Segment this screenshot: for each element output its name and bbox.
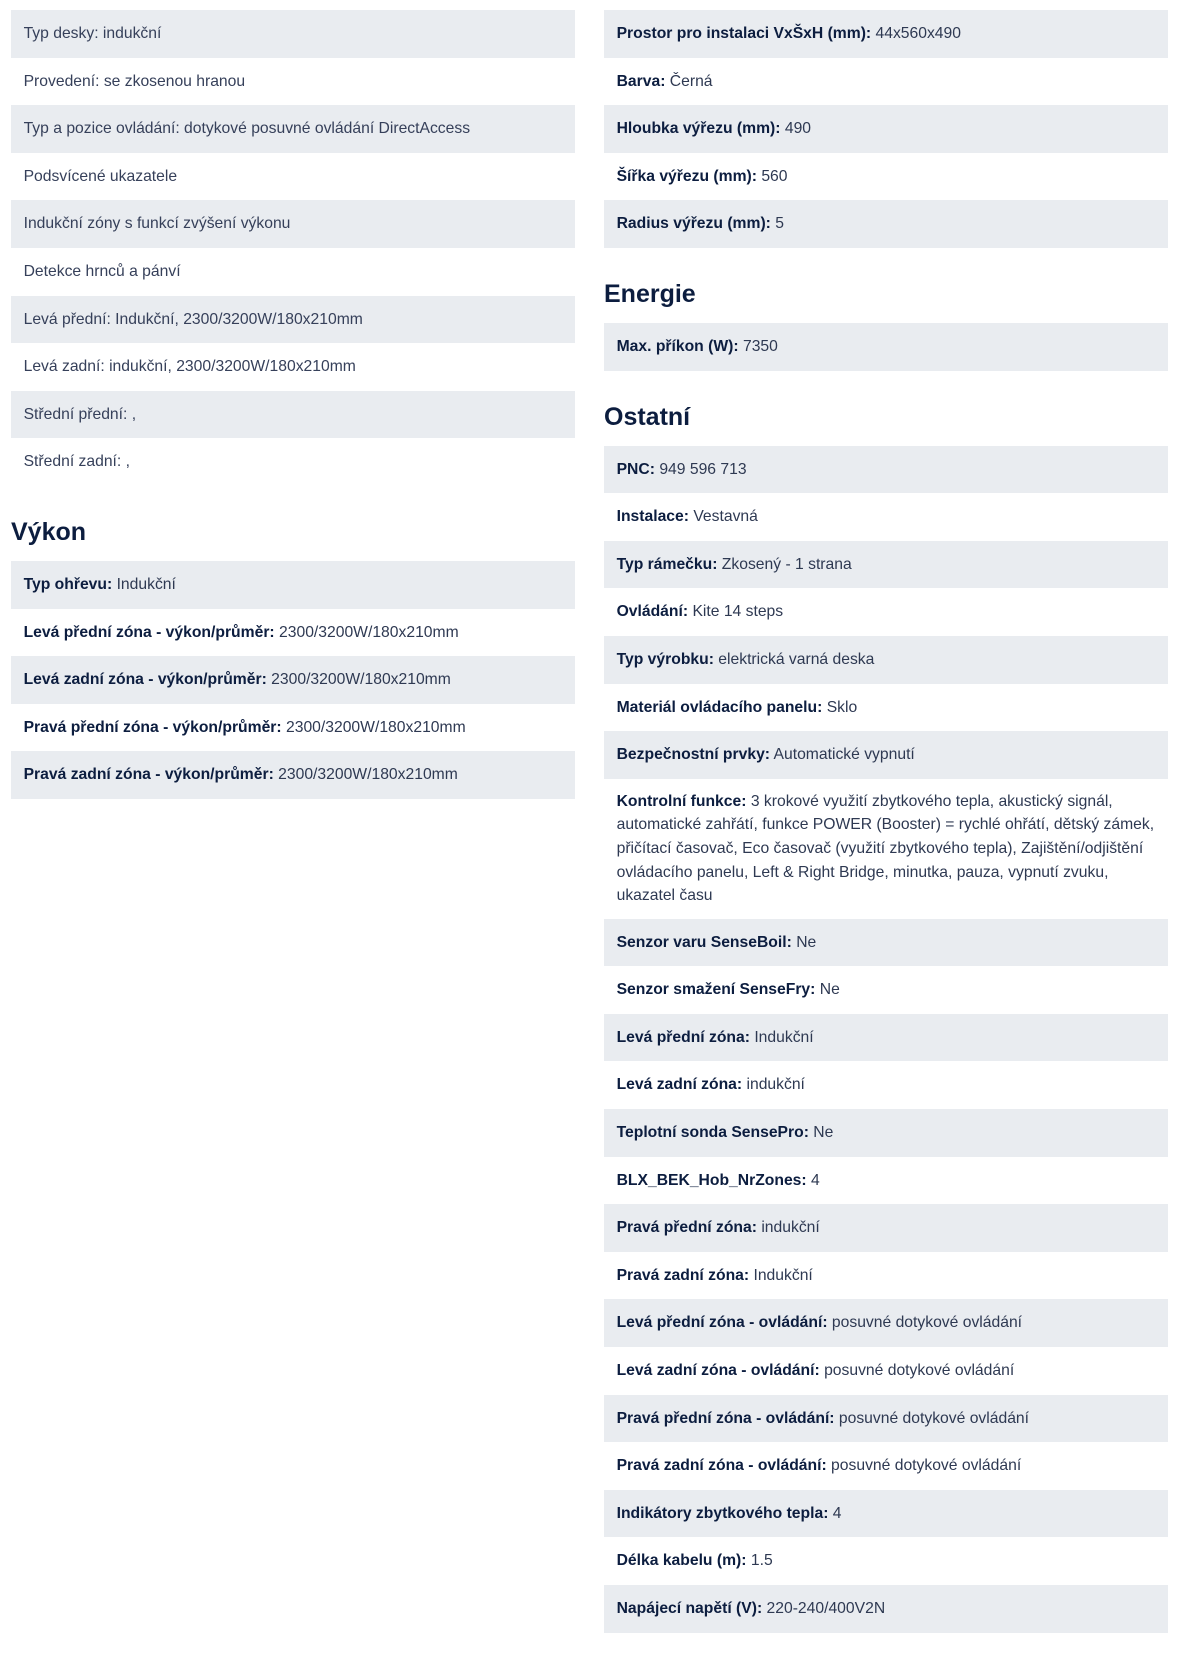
spec-value: Ne (813, 1124, 834, 1142)
spec-content (617, 165, 1156, 189)
spec-content (24, 260, 563, 284)
spec-label: Ovládání: (616, 603, 689, 621)
spec-label: Pravá přední zóna - výkon/průměr: (23, 718, 282, 736)
spec-text: Podsvícené ukazatele (23, 167, 178, 185)
spec-label: Prostor pro instalaci VxŠxH (mm): (616, 25, 872, 42)
spec-row (604, 636, 1168, 684)
spec-content (617, 1264, 1156, 1288)
spec-row (11, 105, 575, 153)
spec-content (24, 308, 563, 332)
spec-label: Pravá zadní zóna - výkon/průměr: (23, 766, 274, 784)
spec-text: Provedení: se zkosenou hranou (23, 72, 246, 90)
spec-row (604, 588, 1168, 636)
right-column (604, 10, 1168, 1658)
spec-row (604, 1204, 1168, 1252)
spec-content (617, 790, 1156, 908)
spec-label: Typ výrobku: (616, 650, 714, 668)
spec-content (24, 763, 563, 787)
spec-row (604, 1014, 1168, 1062)
spec-content (617, 1502, 1156, 1526)
spec-content (24, 668, 563, 692)
energie-list (604, 323, 1168, 371)
spec-content (24, 165, 563, 189)
spec-row (604, 1585, 1168, 1633)
spec-value: Ne (819, 981, 840, 999)
spec-row (11, 561, 575, 609)
spec-row (604, 779, 1168, 919)
spec-value: 4 (810, 1171, 820, 1189)
spec-value: Sklo (826, 698, 858, 716)
spec-value: 2300/3200W/180x210mm (278, 766, 458, 784)
spec-content (24, 70, 563, 94)
spec-content (24, 716, 563, 740)
spec-value: Ne (796, 933, 817, 951)
spec-content (617, 1169, 1156, 1193)
spec-label: Pravá zadní zóna: (616, 1266, 750, 1284)
spec-value: 4 (832, 1504, 842, 1522)
spec-value: elektrická varná deska (718, 650, 875, 668)
section-title-vykon: Výkon (11, 518, 87, 547)
spec-value: 560 (761, 167, 788, 185)
spec-label: Levá přední zóna: (616, 1028, 750, 1046)
spec-row (604, 1299, 1168, 1347)
spec-label: Typ ohřevu: (23, 575, 113, 593)
spec-content (24, 212, 563, 236)
spec-label: PNC: (616, 460, 655, 478)
spec-row (604, 919, 1168, 967)
spec-label: Radius výřezu (mm): (616, 215, 771, 233)
spec-value: Kite 14 steps (692, 603, 784, 621)
spec-value: 7350 (742, 337, 778, 355)
spec-content (617, 696, 1156, 720)
spec-content (617, 1359, 1156, 1383)
spec-row (604, 58, 1168, 106)
spec-value: Zkosený - 1 strana (721, 555, 852, 573)
spec-row (604, 200, 1168, 248)
spec-content (617, 978, 1156, 1002)
spec-label: Indikátory zbytkového tepla: (616, 1504, 829, 1522)
spec-value: 3 krokové využití zbytkového tepla, akustický signál, automatické zahřátí, funkce POWER (Booster) = rychlé ohřátí, dětský zámek, přičítací časovač, Eco časovač (využití zbytkového tepla), Zajištění/odjištění ovládacího panelu, Left & Right Bridge, minutka, pauza, vypnutí zvuku, ukazatel času (616, 792, 1155, 905)
spec-content (24, 403, 563, 427)
spec-row (11, 751, 575, 799)
spec-row (604, 1061, 1168, 1109)
spec-label: Levá přední zóna - ovládání: (616, 1314, 828, 1332)
spec-text: Typ a pozice ovládání: dotykové posuvné ovládání DirectAccess (23, 120, 471, 138)
spec-value: 1.5 (750, 1552, 773, 1570)
spec-row (11, 153, 575, 201)
spec-row (11, 609, 575, 657)
spec-content (617, 1121, 1156, 1145)
spec-row (604, 1442, 1168, 1490)
dimensions-list (604, 10, 1168, 248)
spec-content (617, 22, 1156, 46)
spec-content (617, 743, 1156, 767)
spec-row (604, 1157, 1168, 1205)
spec-row (11, 296, 575, 344)
spec-row (604, 541, 1168, 589)
spec-row (11, 10, 575, 58)
spec-row (604, 1347, 1168, 1395)
spec-row (11, 438, 575, 486)
spec-content (617, 1407, 1156, 1431)
spec-label: Bezpečnostní prvky: (616, 746, 771, 764)
spec-text: Levá zadní: indukční, 2300/3200W/180x210mm (23, 358, 356, 376)
spec-row (604, 1490, 1168, 1538)
spec-content (24, 117, 563, 141)
spec-content (617, 931, 1156, 955)
spec-value: 2300/3200W/180x210mm (279, 623, 459, 641)
spec-label: BLX_BEK_Hob_NrZones: (616, 1171, 807, 1189)
spec-label: Senzor smažení SenseFry: (616, 981, 816, 999)
spec-label: Levá zadní zóna - výkon/průměr: (23, 671, 267, 689)
spec-value: Automatické vypnutí (773, 746, 915, 764)
spec-content (617, 1026, 1156, 1050)
spec-row (11, 704, 575, 752)
spec-row (604, 731, 1168, 779)
spec-row (604, 1252, 1168, 1300)
spec-value: Černá (669, 72, 713, 90)
spec-label: Instalace: (616, 508, 689, 526)
spec-label: Šířka výřezu (mm): (616, 167, 757, 185)
spec-content (24, 621, 563, 645)
spec-row (604, 446, 1168, 494)
spec-value: indukční (761, 1219, 820, 1237)
spec-value: 5 (775, 215, 784, 233)
spec-row (604, 323, 1168, 371)
ostatni-list (604, 446, 1168, 1633)
spec-label: Typ rámečku: (616, 555, 718, 573)
spec-label: Pravá zadní zóna - ovládání: (616, 1457, 827, 1475)
spec-label: Napájecí napětí (V): (616, 1600, 763, 1617)
spec-text: Detekce hrnců a pánví (23, 262, 181, 280)
spec-row (604, 493, 1168, 541)
spec-content (617, 553, 1156, 577)
spec-content (617, 1073, 1156, 1097)
spec-content (617, 70, 1156, 94)
spec-label: Levá přední zóna - výkon/průměr: (23, 623, 275, 641)
spec-content (617, 212, 1156, 236)
spec-label: Kontrolní funkce: (616, 792, 747, 810)
spec-label: Hloubka výřezu (mm): (616, 120, 781, 138)
spec-label: Senzor varu SenseBoil: (616, 933, 792, 951)
spec-content (617, 117, 1156, 141)
spec-content (617, 648, 1156, 672)
spec-value: Indukční (754, 1028, 814, 1046)
spec-row (11, 391, 575, 439)
spec-label: Max. příkon (W): (616, 337, 739, 355)
spec-value: Vestavná (693, 508, 758, 526)
spec-row (604, 1109, 1168, 1157)
section-title-energie: Energie (604, 280, 696, 309)
spec-value: posuvné dotykové ovládání (824, 1362, 1015, 1380)
spec-row (604, 153, 1168, 201)
spec-content (617, 1311, 1156, 1335)
spec-row (604, 684, 1168, 732)
spec-value: Indukční (753, 1266, 813, 1284)
spec-content (617, 505, 1156, 529)
spec-content (617, 1549, 1156, 1573)
spec-content (617, 458, 1156, 482)
spec-value: indukční (746, 1076, 805, 1094)
spec-label: Délka kabelu (m): (616, 1552, 747, 1570)
spec-content (24, 573, 563, 597)
feature-list (11, 10, 575, 486)
spec-value: 490 (784, 120, 812, 138)
spec-content (24, 355, 563, 379)
spec-content (24, 450, 563, 474)
spec-value: 220-240/400V2N (766, 1600, 886, 1617)
spec-value: 949 596 713 (659, 460, 747, 478)
spec-text: Střední zadní: , (23, 453, 130, 471)
spec-value: posuvné dotykové ovládání (831, 1314, 1023, 1332)
spec-content (24, 22, 563, 46)
left-column (11, 10, 575, 1658)
spec-value: Indukční (116, 575, 176, 593)
spec-row (11, 343, 575, 391)
spec-row (11, 248, 575, 296)
spec-content (617, 335, 1156, 359)
spec-value: posuvné dotykové ovládání (838, 1409, 1030, 1427)
spec-label: Pravá přední zóna - ovládání: (616, 1409, 835, 1427)
spec-content (617, 1216, 1156, 1240)
spec-row (11, 656, 575, 704)
spec-text: Indukční zóny s funkcí zvýšení výkonu (23, 215, 291, 233)
spec-row (604, 10, 1168, 58)
spec-value: posuvné dotykové ovládání (831, 1457, 1022, 1475)
vykon-list (11, 561, 575, 799)
spec-text: Střední přední: , (23, 405, 137, 423)
spec-row (11, 200, 575, 248)
spec-label: Materiál ovládacího panelu: (616, 698, 823, 716)
spec-content (617, 1597, 1156, 1621)
spec-row (604, 966, 1168, 1014)
spec-row (11, 58, 575, 106)
spec-label: Levá zadní zóna: (616, 1076, 743, 1094)
spec-value: 2300/3200W/180x210mm (271, 671, 451, 689)
spec-text: Levá přední: Indukční, 2300/3200W/180x210mm (23, 310, 363, 328)
spec-label: Barva: (616, 72, 666, 90)
spec-value: 2300/3200W/180x210mm (286, 718, 466, 736)
spec-label: Pravá přední zóna: (616, 1219, 757, 1237)
spec-value: 44x560x490 (875, 25, 961, 42)
spec-content (617, 600, 1156, 624)
spec-content (617, 1454, 1156, 1478)
spec-row (604, 105, 1168, 153)
spec-text: Typ desky: indukční (23, 25, 162, 42)
spec-label: Levá zadní zóna - ovládání: (616, 1362, 820, 1380)
spec-row (604, 1395, 1168, 1443)
section-title-ostatni: Ostatní (604, 403, 691, 432)
spec-row (604, 1537, 1168, 1585)
spec-label: Teplotní sonda SensePro: (616, 1124, 809, 1142)
